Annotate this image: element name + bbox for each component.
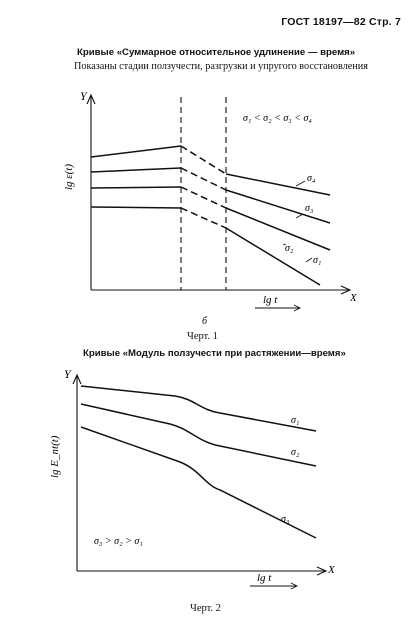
fig2-label-sigma2: σ₂ <box>291 447 300 458</box>
fig2-x-axis-label: X <box>328 564 335 576</box>
fig1-y-axis-label: Y <box>80 89 87 103</box>
fig1-label-sigma3: σ₃ <box>305 203 314 214</box>
fig1-x-axis-label: X <box>350 292 357 304</box>
fig2-label-sigma1: σ₁ <box>291 415 300 426</box>
figure-1-intro: Показаны стадии ползучести, разгрузки и упругого восстановления <box>74 61 368 72</box>
fig2-curve-sigma2 <box>81 404 316 466</box>
fig1-label-sigma4: σ₄ <box>307 173 316 184</box>
fig1-relation: σ₁ < σ₂ < σ₃ < σ₄ <box>243 113 312 124</box>
fig2-relation: σ₃ > σ₂ > σ₁ <box>94 536 143 547</box>
fig1-sublabel: б <box>202 316 208 327</box>
fig2-xlabel: lg t <box>257 572 272 584</box>
page-header: ГОСТ 18197—82 Стр. 7 <box>281 16 401 28</box>
fig1-label-sigma1: σ₁ <box>313 255 322 266</box>
figure-1-caption: Черт. 1 <box>187 331 218 342</box>
fig2-label-sigma3: σ₃ <box>281 514 290 525</box>
fig2-y-axis-label: Y <box>64 367 71 381</box>
fig1-xlabel: lg t <box>263 294 278 306</box>
fig1-label-sigma2: σ₂ <box>285 243 294 254</box>
fig2-curve-sigma1 <box>81 386 316 431</box>
figure-1-title: Кривые «Суммарное относительное удлинение — время» <box>77 47 356 58</box>
figure-2-title: Кривые «Модуль ползучести при растяжении—время» <box>83 348 346 359</box>
fig2-ylabel: lg E_nt(t) <box>49 435 61 478</box>
fig1-ylabel: lg ε(t) <box>63 163 75 190</box>
figure-2-caption: Черт. 2 <box>190 603 221 614</box>
